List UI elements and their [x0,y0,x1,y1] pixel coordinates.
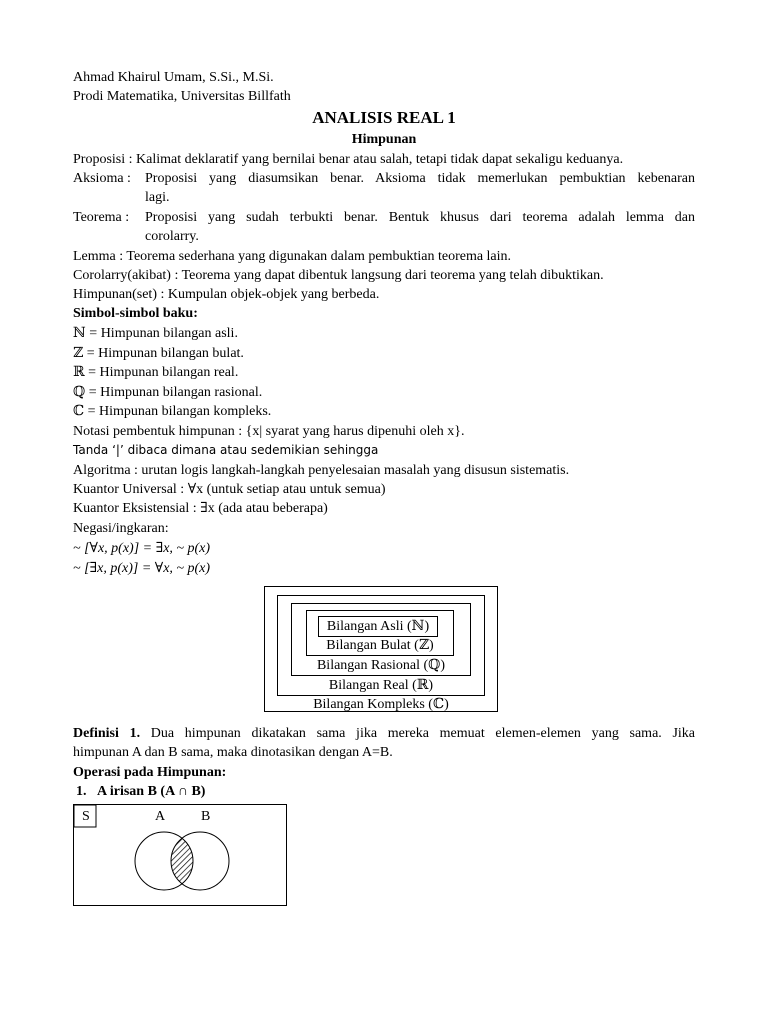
venn-shapes [74,805,286,905]
algoritma-def: Algoritma : urutan logis langkah-langkah penyelesaian masalah yang disusun sistematis. [73,463,570,478]
negasi-heading: Negasi/ingkaran: [73,521,169,536]
negasi-formula-1: ~ [∀x, p(x)] = ∃x, ~ p(x) [73,541,211,556]
aksioma-term: Aksioma : [73,171,131,186]
page-title: ANALISIS REAL 1 [312,108,456,127]
def-proposisi: Proposisi : Kalimat deklaratif yang bernilai benar atau salah, tetapi tidak dapat sekaligu keduanya. [73,152,624,167]
definisi-label: Definisi 1. [73,726,141,741]
label-real: Bilangan Real (ℝ) [328,678,434,693]
symbol-item: ℕ = Himpunan bilangan asli. [73,326,238,341]
definisi-1-line1 [73,725,695,742]
operasi-item-1 [76,783,205,800]
universe-label: S [82,809,90,824]
symbols-heading: Simbol-simbol baku: [73,306,198,321]
box-asli [318,616,438,637]
symbol-item: ℚ = Himpunan bilangan rasional. [73,385,263,400]
aksioma-text-2: lagi. [145,190,170,205]
def-corolarry: Corolarry(akibat) : Teorema yang dapat dibentuk langsung dari teorema yang telah dibuktikan. [73,268,604,283]
section-subtitle: Himpunan [351,132,417,147]
aksioma-text-1: Proposisi yang diasumsikan benar. Aksioma tidak memerlukan pembuktian kebenaran [145,171,695,186]
symbol-item: ℂ = Himpunan bilangan kompleks. [73,404,272,419]
def-teorema [73,209,695,226]
def-aksioma [73,170,695,187]
symbol-item: ℤ = Himpunan bilangan bulat. [73,346,244,361]
symbol-item: ℝ = Himpunan bilangan real. [73,365,239,380]
kuantor-eksistensial: Kuantor Eksistensial : ∃x (ada atau beberapa) [73,501,328,516]
set-b-label: B [201,809,211,824]
teorema-text-1: Proposisi yang sudah terbukti benar. Bentuk khusus dari teorema adalah lemma dan [145,210,695,225]
definisi-text: Dua himpunan dikatakan sama jika mereka memuat elemen-elemen yang sama. Jika [150,726,696,741]
kuantor-universal: Kuantor Universal : ∀x (untuk setiap atau untuk semua) [73,482,386,497]
negasi-formula-2: ~ [∃x, p(x)] = ∀x, ~ p(x) [73,561,211,576]
operasi-heading: Operasi pada Himpunan: [73,765,227,780]
label-bulat: Bilangan Bulat (ℤ) [326,638,434,653]
label-rasional: Bilangan Rasional (ℚ) [316,658,446,673]
def-himpunan: Himpunan(set) : Kumpulan objek-objek yang berbeda. [73,287,380,302]
teorema-term: Teorema : [73,210,130,225]
label-kompleks: Bilangan Kompleks (ℂ) [313,697,449,712]
operasi-item-number: 1. [76,784,87,799]
label-asli: Bilangan Asli (ℕ) [326,619,430,634]
tanda-note: Tanda ‘|’ dibaca dimana atau sedemikian sehingga [73,443,379,457]
set-builder-notation: Notasi pembentuk himpunan : {x| syarat yang harus dipenuhi oleh x}. [73,424,465,439]
author-line: Ahmad Khairul Umam, S.Si., M.Si. [73,70,274,85]
venn-diagram [73,804,287,906]
teorema-text-2: corolarry. [145,229,199,244]
affiliation-line: Prodi Matematika, Universitas Billfath [73,89,291,104]
set-a-label: A [155,809,166,824]
definisi-1-line2: himpunan A dan B sama, maka dinotasikan dengan A=B. [73,745,393,760]
def-lemma: Lemma : Teorema sederhana yang digunakan dalam pembuktian teorema lain. [73,249,512,264]
operasi-item-text: A irisan B (A ∩ B) [97,784,206,799]
